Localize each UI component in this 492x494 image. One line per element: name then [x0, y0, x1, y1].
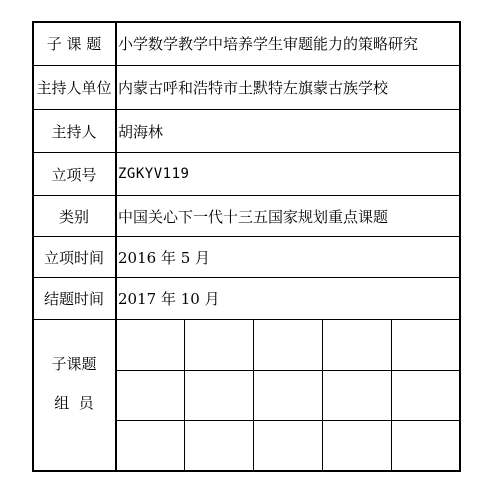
- member-cell: [323, 421, 391, 470]
- member-cell: [185, 421, 253, 470]
- host-unit-label: 主持人单位: [36, 79, 112, 97]
- host-label: 主持人: [51, 122, 97, 141]
- members-label-line2: 组 员: [54, 394, 94, 412]
- member-cell: [116, 320, 184, 370]
- project-number-label: 立项号: [51, 165, 97, 184]
- completion-date-value: 2017 年 10 月: [118, 290, 220, 308]
- member-cell: [254, 320, 322, 370]
- member-cell: [392, 371, 459, 420]
- member-cell: [323, 320, 391, 370]
- table-border-bottom: [32, 470, 461, 472]
- member-cell: [254, 371, 322, 420]
- member-cell: [254, 421, 322, 470]
- member-cell: [185, 371, 253, 420]
- member-cell: [323, 371, 391, 420]
- member-cell: [116, 371, 184, 420]
- member-cell: [185, 320, 253, 370]
- subtopic-label: 子 课 题: [46, 35, 102, 53]
- table-border-right: [459, 21, 461, 472]
- category-value: 中国关心下一代十三五国家规划重点课题: [118, 207, 389, 226]
- host-unit-value: 内蒙古呼和浩特市土默特左旗蒙古族学校: [118, 79, 389, 97]
- approval-date-label: 立项时间: [43, 248, 104, 267]
- host-value: 胡海林: [118, 122, 164, 141]
- member-cell: [392, 320, 459, 370]
- approval-date-value: 2016 年 5 月: [118, 248, 211, 267]
- category-label: 类别: [58, 207, 89, 226]
- completion-date-label: 结题时间: [43, 290, 104, 308]
- member-cell: [116, 421, 184, 470]
- project-number-value: ZGKYV119: [118, 166, 190, 182]
- members-label-line1: 子课题: [51, 355, 97, 373]
- member-cell: [392, 421, 459, 470]
- subtopic-value: 小学数学教学中培养学生审题能力的策略研究: [118, 35, 419, 53]
